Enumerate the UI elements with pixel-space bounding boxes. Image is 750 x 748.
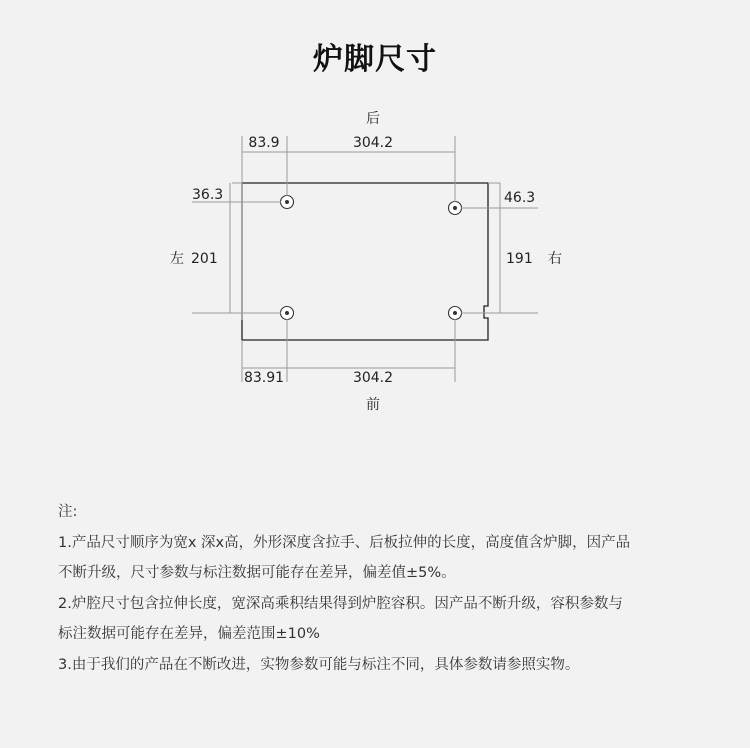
front-label: 前 (366, 397, 380, 413)
note-item-1-line-2: 不断升级，尺寸参数与标注数据可能存在差异，偏差值±5%。 (58, 565, 456, 581)
foot-hole-top-left (281, 196, 294, 209)
notes-heading: 注: (58, 504, 78, 520)
foot-hole-bottom-right (449, 307, 462, 320)
left-height-value: 201 (191, 251, 218, 267)
note-item-2-line-1: 2.炉腔尺寸包含拉伸长度，宽深高乘积结果得到炉腔容积。因产品不断升级，容积参数与 (58, 595, 623, 612)
top-dimension-lines (242, 136, 455, 320)
note-item-2-line-2: 标注数据可能存在差异，偏差范围±10% (58, 626, 320, 642)
left-top-offset-value: 36.3 (192, 187, 224, 203)
foot-hole-bottom-left (281, 307, 294, 320)
note-item-1-line-1: 1.产品尺寸顺序为宽x 深x高，外形深度含拉手、后板拉伸的长度，高度值含炉脚，因产品 (58, 534, 631, 551)
notes-section (58, 497, 718, 680)
note-item-3: 3.由于我们的产品在不断改进，实物参数可能与标注不同，具体参数请参照实物。 (58, 656, 580, 673)
top-left-offset-value: 83.9 (248, 135, 280, 151)
bottom-span-value: 304.2 (352, 370, 394, 386)
back-label: 后 (366, 111, 380, 127)
right-label: 右 (548, 251, 562, 267)
right-top-offset-value: 46.3 (504, 190, 536, 206)
bottom-left-offset-value: 83.91 (243, 370, 285, 386)
left-label: 左 (170, 251, 184, 267)
right-height-value: 191 (506, 251, 533, 267)
top-span-value: 304.2 (352, 135, 394, 151)
foot-hole-top-right (449, 202, 462, 215)
page-title: 炉脚尺寸 (313, 42, 437, 77)
